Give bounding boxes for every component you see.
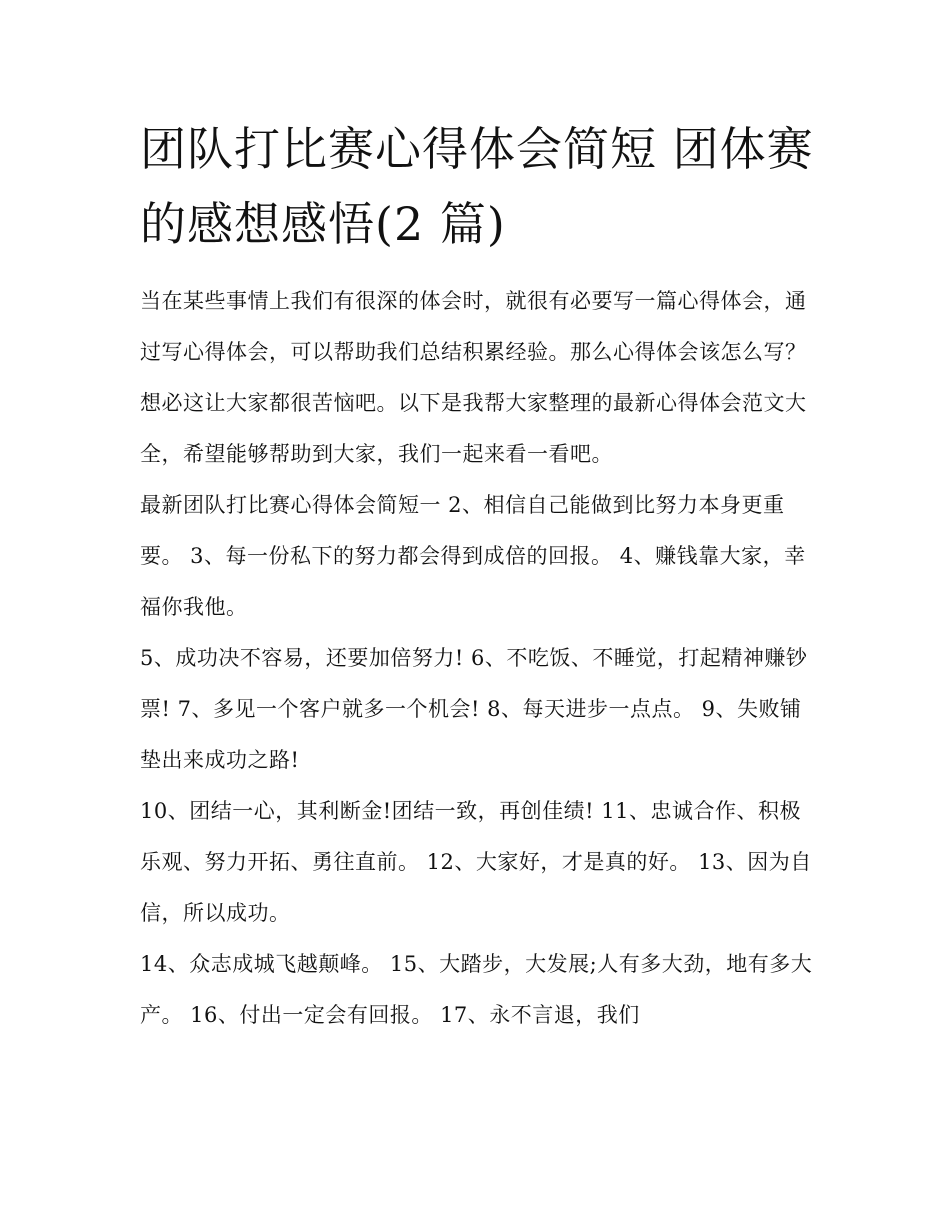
slogan-paragraph-4: 14、众志成城飞越颠峰。 15、大踏步，大发展;人有多大劲，地有多大产。 16、付出一定会有回报。 17、永不言退，我们 xyxy=(140,952,813,1027)
document-body xyxy=(140,276,816,1041)
slogan-paragraph-2: 5、成功决不容易，还要加倍努力! 6、不吃饭、不睡觉，打起精神赚钞票! 7、多见一个客户就多一个机会! 8、每天进步一点点。 9、失败铺垫出来成功之路! xyxy=(140,646,808,772)
slogan-paragraph-3: 10、团结一心，其利断金!团结一致，再创佳绩! 11、忠诚合作、积极乐观、努力开拓、勇往直前。 12、大家好，才是真的好。 13、因为自信，所以成功。 xyxy=(140,799,812,925)
document-title: 团队打比赛心得体会简短 团体赛的感想感悟(2 篇) xyxy=(140,122,814,251)
intro-paragraph: 当在某些事情上我们有很深的体会时，就很有必要写一篇心得体会，通过写心得体会，可以帮助我们总结积累经验。那么心得体会该怎么写？想必这让大家都很苦恼吧。以下是我帮大家整理的最新心得体会范文大全，希望能够帮助到大家，我们一起来看一看吧。 xyxy=(140,289,807,466)
slogan-paragraph-1: 最新团队打比赛心得体会简短一 2、相信自己能做到比努力本身更重要。 3、每一份私下的努力都会得到成倍的回报。 4、赚钱靠大家，幸福你我他。 xyxy=(140,493,806,619)
